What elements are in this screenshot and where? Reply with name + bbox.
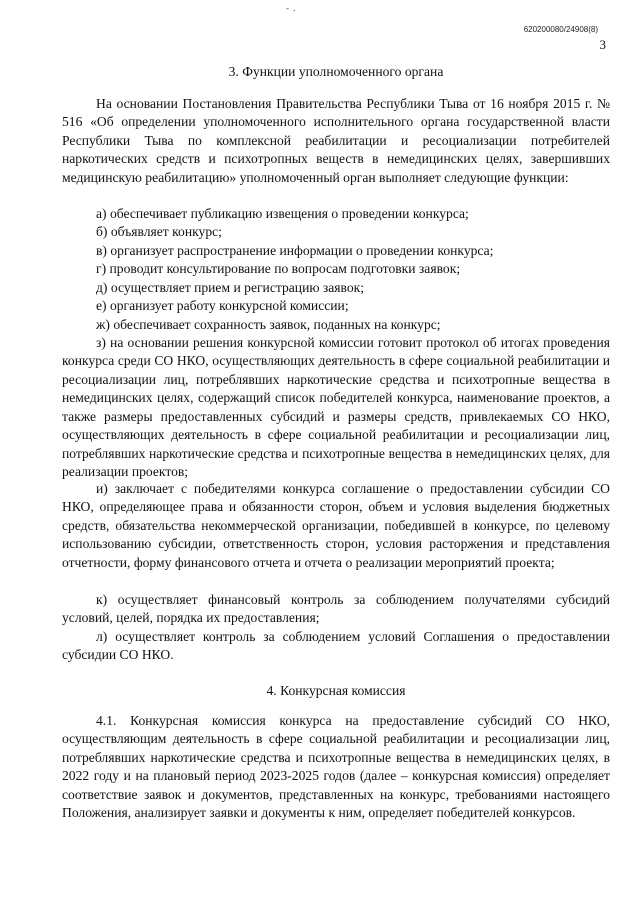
- section-4-title: 4. Конкурсная комиссия: [266, 683, 406, 698]
- list-item-i: и) заключает с победителями конкурса соглашение о предоставлении субсидии СО НКО, определяющее права и обязанности сторон, объем и условия выделения бюджетных средств, обязательства некоммерческой организации, победившей в конкурсе, по целевому использованию субсидии, ответственность сторон, условия расторжения и представления отчетности, форму финансового отчета и отчета о реализации мероприятий проекта;: [62, 481, 610, 570]
- list-item-z: з) на основании решения конкурсной комиссии готовит протокол об итогах проведения конкурса среди СО НКО, осуществляющих деятельность в сфере социальной реабилитации и ресоциализации лиц, потреблявших наркотические средства и психотропные вещества в немедицинских целях, содержащий список победителей конкурса, наименование проектов, а также размеры предоставленных субсидий и размеры средств, привлекаемых СО НКО, осуществляющих деятельность в сфере социальной реабилитации и ресоциализации лиц, потреблявших наркотические средства и психотропные вещества в немедицинских целях, для реализации проектов;: [62, 335, 610, 480]
- list-item-k: к) осуществляет финансовый контроль за соблюдением получателями субсидий условий, целей, порядка их предоставления;: [62, 592, 610, 626]
- section-3-title: 3. Функции уполномоченного органа: [228, 64, 444, 79]
- list-item-e: е) организует работу конкурсной комиссии;: [96, 298, 349, 313]
- paragraph-preamble: На основании Постановления Правительства Республики Тыва от 16 ноября 2015 г. № 516 «Об определении уполномоченного исполнительного органа государственной власти Республики Тыва по комплексной реабилитации и ресоциализации потребителей наркотических средств и психотропных веществ в немедицинских целях, завершивших медицинскую реабилитацию» уполномоченный орган выполняет следующие функции:: [62, 96, 610, 185]
- list-item-b: б) объявляет конкурс;: [96, 224, 222, 239]
- document-number: 620200080/24908(8): [523, 25, 598, 34]
- list-item-l: л) осуществляет контроль за соблюдением условий Соглашения о предоставлении субсидии СО НКО.: [62, 629, 610, 663]
- paragraph-4-1: 4.1. Конкурсная комиссия конкурса на предоставление субсидий СО НКО, осуществляющим деятельность в сфере социальной реабилитации и ресоциализации лиц, потреблявших наркотические средства и психотропные вещества в немедицинских целях, в 2022 году и на плановый период 2023-2025 годов (далее – конкурсная комиссия) определяет соответствие заявок и документов, представленных на конкурс, требованиями настоящего Положения, анализирует заявки и документы к ним, определяет победителей конкурсов.: [62, 713, 610, 821]
- top-scan-mark: - .: [286, 3, 297, 13]
- list-item-v: в) организует распространение информации о проведении конкурса;: [96, 243, 494, 258]
- page-number: 3: [599, 37, 606, 52]
- list-item-g: г) проводит консультирование по вопросам подготовки заявок;: [96, 261, 461, 276]
- list-item-a: а) обеспечивает публикацию извещения о проведении конкурса;: [96, 206, 469, 221]
- list-item-d: д) осуществляет прием и регистрацию заявок;: [96, 280, 365, 295]
- list-item-zh: ж) обеспечивает сохранность заявок, поданных на конкурс;: [96, 317, 441, 332]
